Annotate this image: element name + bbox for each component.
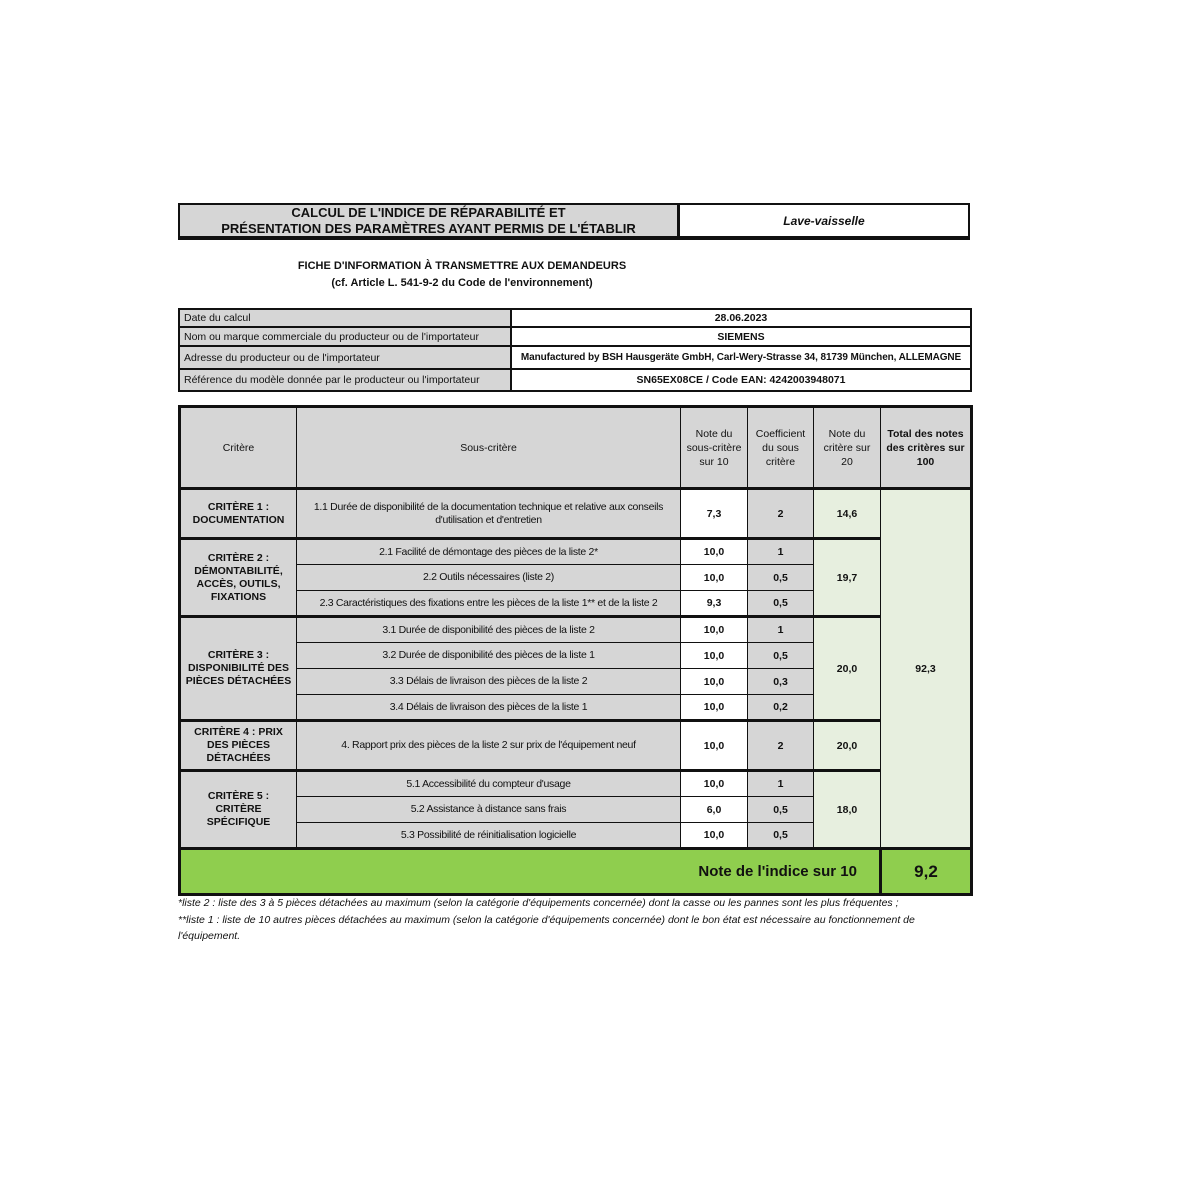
criterion-score-20: 18,0 xyxy=(814,771,881,849)
document-subtitle xyxy=(178,258,746,292)
subtitle-line1: FICHE D'INFORMATION À TRANSMETTRE AUX DEMANDEURS xyxy=(297,260,627,272)
sub-criterion-row xyxy=(180,539,972,565)
sub-criterion-score: 6,0 xyxy=(681,797,748,823)
criterion-score-20: 19,7 xyxy=(814,539,881,617)
info-label: Référence du modèle donnée par le producteur ou l'importateur xyxy=(179,369,511,391)
sub-criterion-score: 10,0 xyxy=(681,643,748,669)
sub-criterion-text: 3.2 Durée de disponibilité des pièces de la liste 1 xyxy=(297,643,681,669)
sub-criterion-text: 2.3 Caractéristiques des fixations entre les pièces de la liste 1** et de la liste 2 xyxy=(297,591,681,617)
sub-criterion-score: 10,0 xyxy=(681,617,748,643)
info-row xyxy=(179,327,971,346)
footnote-liste2: *liste 2 : liste des 3 à 5 pièces détachées au maximum (selon la catégorie d'équipements concernée) dont la casse ou les pannes sont les plus fréquentes ; xyxy=(178,897,899,909)
index-score-row xyxy=(180,849,972,895)
criteria-table xyxy=(178,405,973,896)
criterion-score-20: 14,6 xyxy=(814,489,881,539)
total-score-100: 92,3 xyxy=(881,489,972,849)
criterion-label: CRITÈRE 1 : DOCUMENTATION xyxy=(180,489,297,539)
header-note-critere: Note du critère sur 20 xyxy=(814,407,881,489)
footnote-liste1: **liste 1 : liste de 10 autres pièces détachées au maximum (selon la catégorie d'équipements concernée) dont le bon état est nécessaire au fonctionnement de l'équipement. xyxy=(178,913,915,942)
criterion-label: CRITÈRE 2 : DÉMONTABILITÉ, ACCÈS, OUTILS, FIXATIONS xyxy=(180,539,297,617)
document-title-line1: CALCUL DE L'INDICE DE RÉPARABILITÉ ET xyxy=(291,204,566,220)
sub-criterion-text: 4. Rapport prix des pièces de la liste 2 sur prix de l'équipement neuf xyxy=(297,721,681,771)
info-value: SIEMENS xyxy=(511,327,971,346)
header-note-sous-critere: Note du sous-critère sur 10 xyxy=(681,407,748,489)
criterion-label: CRITÈRE 5 : CRITÈRE SPÉCIFIQUE xyxy=(180,771,297,849)
sub-criterion-text: 2.1 Facilité de démontage des pièces de la liste 2* xyxy=(297,539,681,565)
info-row xyxy=(179,346,971,369)
sub-criterion-coefficient: 1 xyxy=(748,539,814,565)
sub-criterion-text: 1.1 Durée de disponibilité de la documentation technique et relative aux conseils d'utilisation et d'entretien xyxy=(297,489,681,539)
sub-criterion-coefficient: 2 xyxy=(748,489,814,539)
info-label: Date du calcul xyxy=(179,309,511,327)
index-score-label: Note de l'indice sur 10 xyxy=(180,849,881,895)
sub-criterion-coefficient: 0,5 xyxy=(748,823,814,849)
criterion-label: CRITÈRE 3 : DISPONIBILITÉ DES PIÈCES DÉTACHÉES xyxy=(180,617,297,721)
sub-criterion-coefficient: 0,2 xyxy=(748,695,814,721)
sub-criterion-text: 3.3 Délais de livraison des pièces de la liste 2 xyxy=(297,669,681,695)
sub-criterion-coefficient: 1 xyxy=(748,771,814,797)
sub-criterion-score: 10,0 xyxy=(681,669,748,695)
criterion-score-20: 20,0 xyxy=(814,721,881,771)
sub-criterion-score: 10,0 xyxy=(681,823,748,849)
sub-criterion-coefficient: 2 xyxy=(748,721,814,771)
index-score-value: 9,2 xyxy=(881,849,972,895)
sub-criterion-coefficient: 0,5 xyxy=(748,591,814,617)
document-title-line2: PRÉSENTATION DES PARAMÈTRES AYANT PERMIS DE L'ÉTABLIR xyxy=(221,220,636,236)
sub-criterion-text: 5.2 Assistance à distance sans frais xyxy=(297,797,681,823)
sub-criterion-score: 10,0 xyxy=(681,771,748,797)
document-title xyxy=(180,205,680,236)
criterion-label: CRITÈRE 4 : PRIX DES PIÈCES DÉTACHÉES xyxy=(180,721,297,771)
sub-criterion-row xyxy=(180,721,972,771)
info-row xyxy=(179,369,971,391)
info-label: Adresse du producteur ou de l'importateur xyxy=(179,346,511,369)
info-value: Manufactured by BSH Hausgeräte GmbH, Carl-Wery-Strasse 34, 81739 München, ALLEMAGNE xyxy=(511,346,971,369)
sub-criterion-score: 9,3 xyxy=(681,591,748,617)
info-row xyxy=(179,309,971,327)
sub-criterion-score: 10,0 xyxy=(681,721,748,771)
sub-criterion-coefficient: 0,5 xyxy=(748,565,814,591)
sub-criterion-text: 2.2 Outils nécessaires (liste 2) xyxy=(297,565,681,591)
header-sous-critere: Sous-critère xyxy=(297,407,681,489)
footnotes xyxy=(178,895,920,945)
header-coefficient: Coefficient du sous critère xyxy=(748,407,814,489)
sub-criterion-coefficient: 0,5 xyxy=(748,797,814,823)
criterion-score-20: 20,0 xyxy=(814,617,881,721)
product-type-label: Lave-vaisselle xyxy=(680,205,968,236)
sub-criterion-coefficient: 1 xyxy=(748,617,814,643)
info-label: Nom ou marque commerciale du producteur ou de l'importateur xyxy=(179,327,511,346)
info-value: SN65EX08CE / Code EAN: 4242003948071 xyxy=(511,369,971,391)
sub-criterion-text: 5.3 Possibilité de réinitialisation logicielle xyxy=(297,823,681,849)
sub-criterion-text: 5.1 Accessibilité du compteur d'usage xyxy=(297,771,681,797)
header-critere: Critère xyxy=(180,407,297,489)
subtitle-line2: (cf. Article L. 541-9-2 du Code de l'environnement) xyxy=(331,277,593,289)
criteria-header-row xyxy=(180,407,972,489)
document-header xyxy=(178,203,970,240)
header-total: Total des notes des critères sur 100 xyxy=(881,407,972,489)
sub-criterion-text: 3.4 Délais de livraison des pièces de la liste 1 xyxy=(297,695,681,721)
sub-criterion-coefficient: 0,3 xyxy=(748,669,814,695)
sub-criterion-row xyxy=(180,617,972,643)
sub-criterion-coefficient: 0,5 xyxy=(748,643,814,669)
sub-criterion-score: 10,0 xyxy=(681,539,748,565)
product-info-table xyxy=(178,308,972,392)
sub-criterion-score: 10,0 xyxy=(681,695,748,721)
sub-criterion-score: 10,0 xyxy=(681,565,748,591)
info-value: 28.06.2023 xyxy=(511,309,971,327)
sub-criterion-row xyxy=(180,771,972,797)
sub-criterion-row xyxy=(180,489,972,539)
sub-criterion-score: 7,3 xyxy=(681,489,748,539)
sub-criterion-text: 3.1 Durée de disponibilité des pièces de la liste 2 xyxy=(297,617,681,643)
